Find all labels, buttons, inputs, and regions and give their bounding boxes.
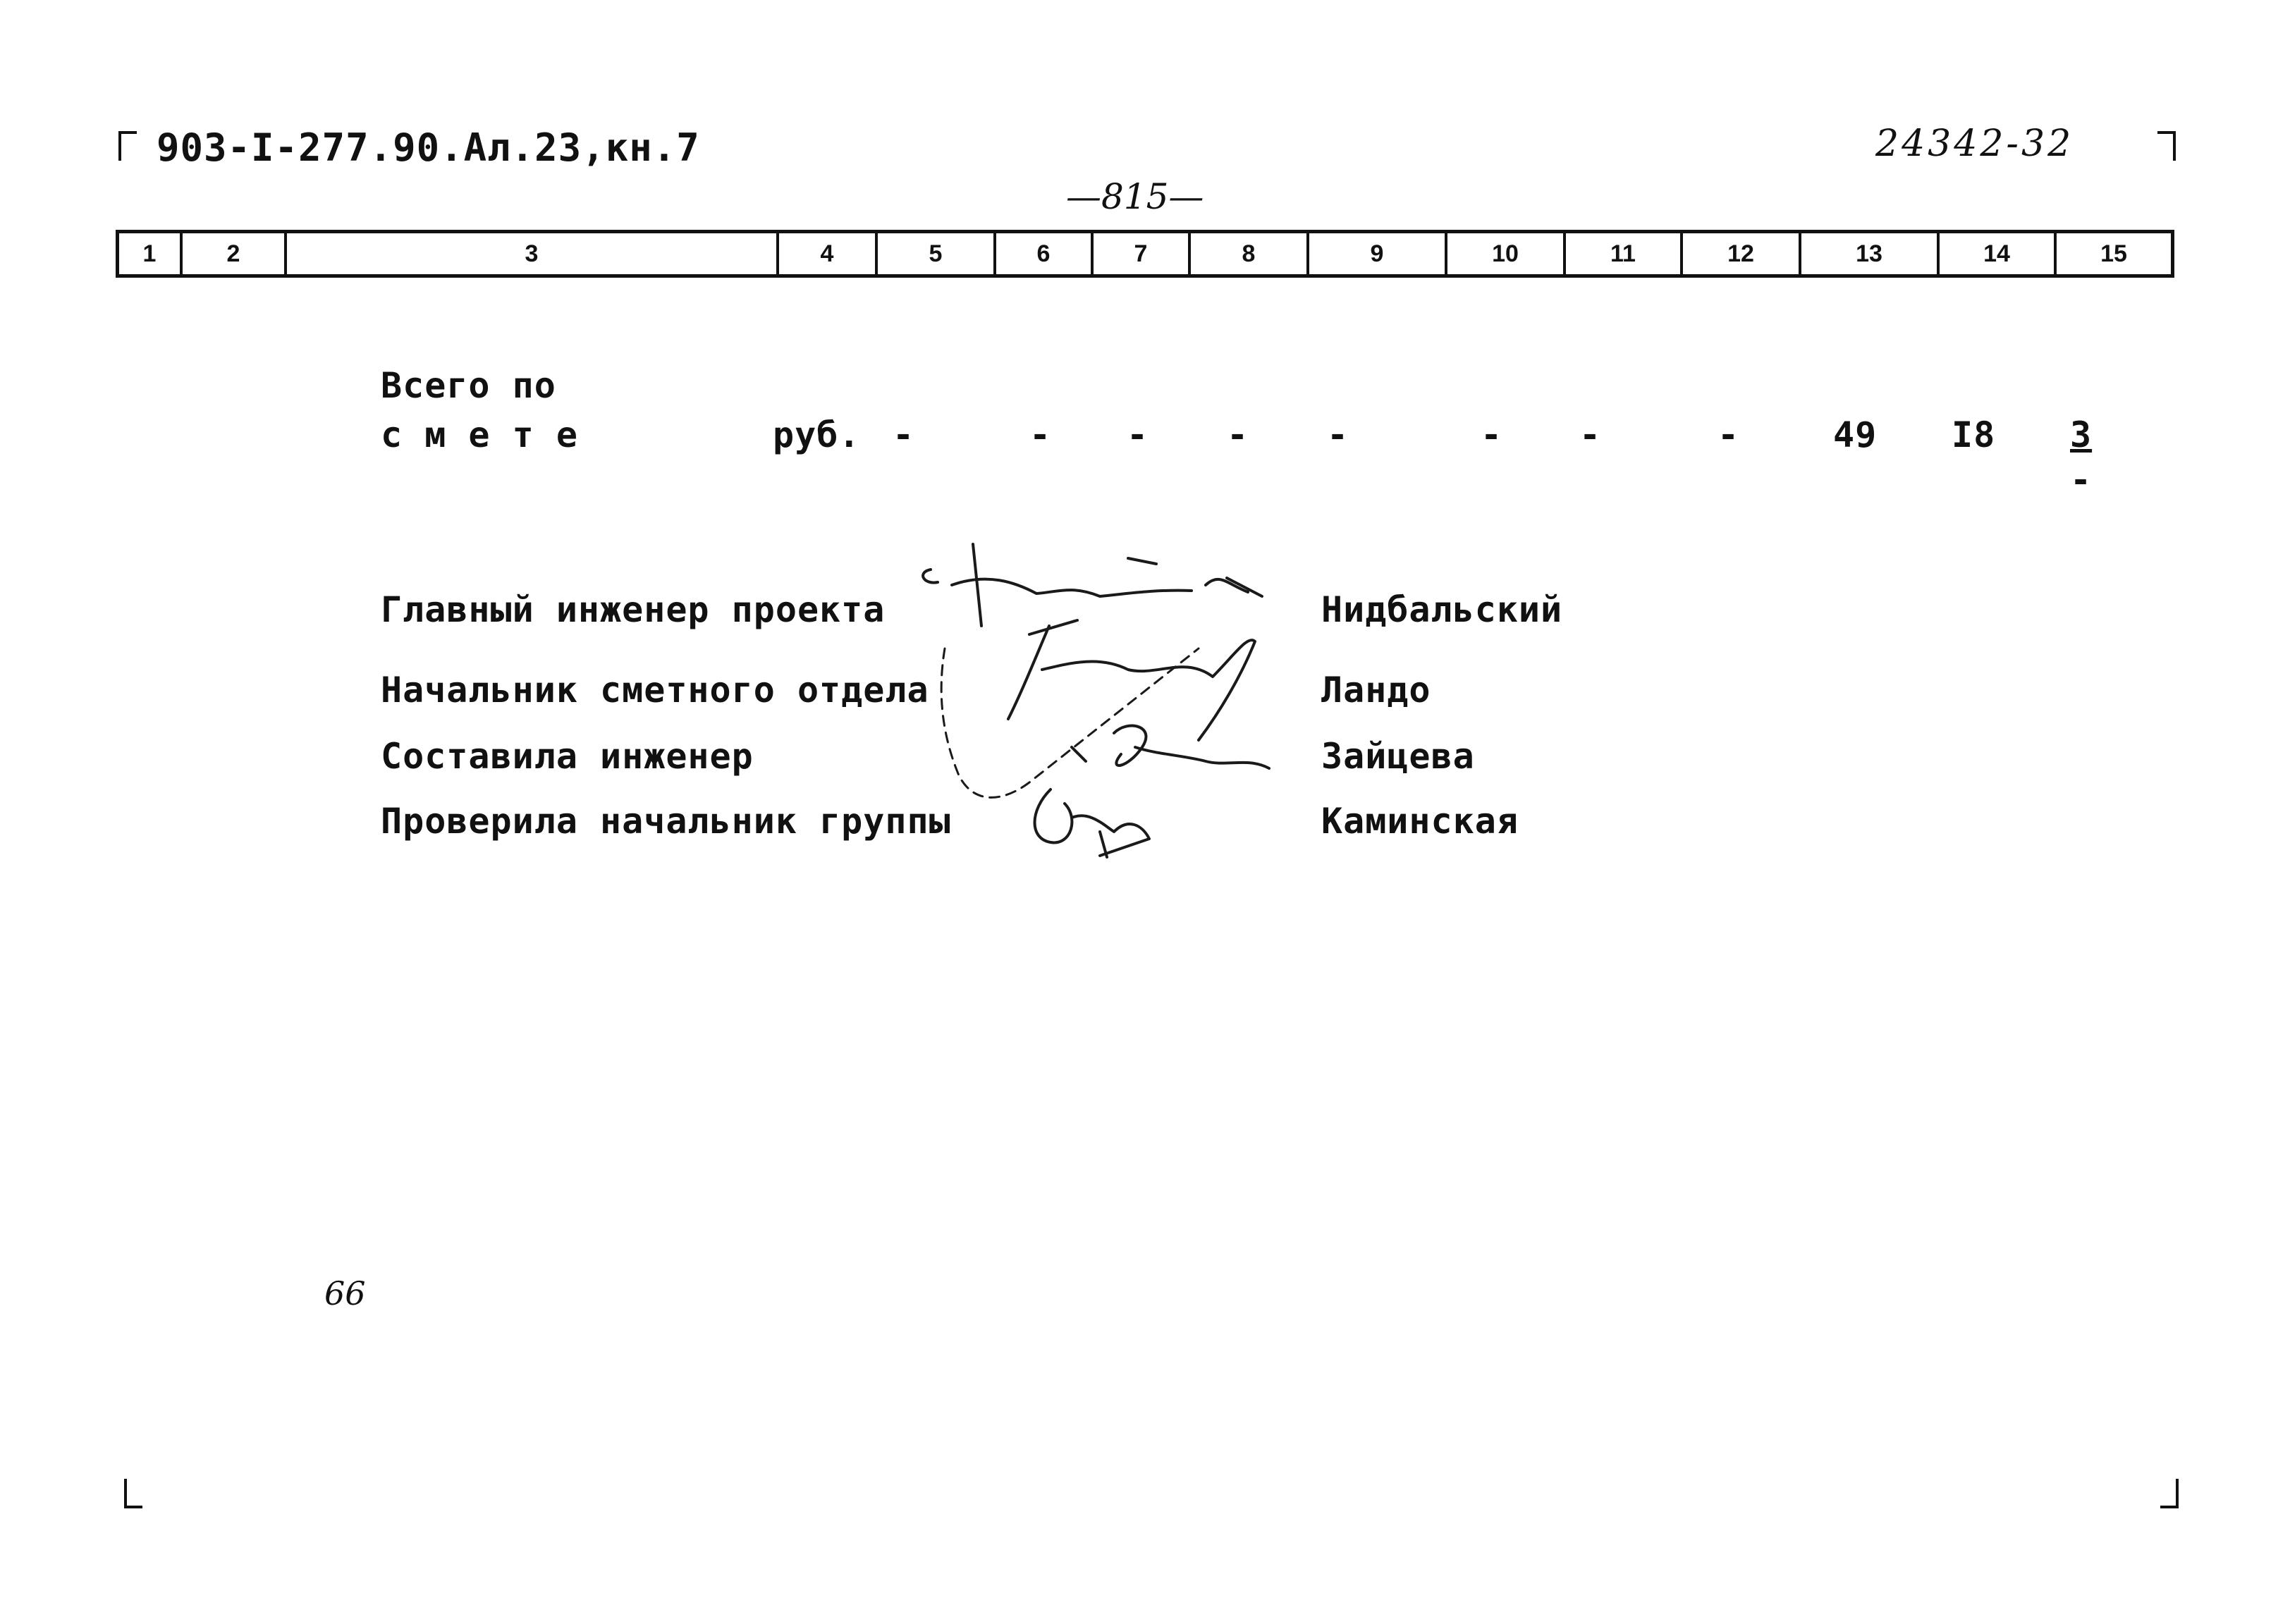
total-label-line1: Всего по xyxy=(381,365,556,406)
column-number: 3 xyxy=(287,233,779,274)
page-number: —815— xyxy=(1066,176,1204,217)
total-unit: руб. xyxy=(773,414,861,455)
signature-estimate-head xyxy=(1008,620,1255,740)
column-number: 4 xyxy=(779,233,878,274)
role-estimate-head: Начальник сметного отдела xyxy=(381,670,929,710)
column-number: 6 xyxy=(996,233,1094,274)
column-number: 2 xyxy=(183,233,287,274)
dash-col11: - xyxy=(1579,414,1602,455)
name-chief-engineer: Нидбальский xyxy=(1321,589,1563,630)
signature-scan-outline xyxy=(941,648,1199,797)
column-number: 9 xyxy=(1309,233,1447,274)
column-number: 15 xyxy=(2100,240,2127,267)
name-estimate-head: Ландо xyxy=(1321,670,1431,710)
column-number: 12 xyxy=(1683,233,1801,274)
column-number: 5 xyxy=(878,233,996,274)
total-col14: I8 xyxy=(1952,414,1996,455)
name-compiled-by: Зайцева xyxy=(1321,736,1475,777)
role-compiled-by: Составила инженер xyxy=(381,736,754,777)
column-number: 10 xyxy=(1447,233,1566,274)
archive-number: 24342-32 xyxy=(1875,123,2074,165)
column-number: 14 xyxy=(1940,233,2057,274)
column-number: 11 xyxy=(1566,233,1683,274)
role-checked-by: Проверила начальник группы xyxy=(381,801,951,842)
column-number: 1 xyxy=(119,233,183,274)
dash-col7: - xyxy=(1127,414,1149,455)
signature-checked-by xyxy=(1035,789,1150,857)
role-chief-engineer: Главный инженер проекта xyxy=(381,589,886,630)
dash-col12: - xyxy=(1718,414,1740,455)
total-label-line2: с м е т е xyxy=(381,414,578,455)
name-checked-by: Каминская xyxy=(1321,801,1519,842)
dash-col6: - xyxy=(1029,414,1052,455)
sheet-mark: 66 xyxy=(324,1274,366,1312)
signature-chief-engineer xyxy=(923,544,1262,626)
dash-col9: - xyxy=(1327,414,1349,455)
total-col13: 49 xyxy=(1833,414,1878,455)
total-col15-below: - xyxy=(2070,460,2093,500)
column-number: 13 xyxy=(1801,233,1940,274)
dash-col10: - xyxy=(1481,414,1503,455)
document-code: 903-I-277.90.Ал.23,кн.7 xyxy=(157,125,700,170)
column-number: 8 xyxy=(1191,233,1309,274)
column-number: 7 xyxy=(1094,233,1191,274)
signature-compiled-by xyxy=(1072,726,1269,768)
dash-col5: - xyxy=(893,414,915,455)
dash-col8: - xyxy=(1227,414,1249,455)
total-col15: 3 xyxy=(2070,414,2093,455)
